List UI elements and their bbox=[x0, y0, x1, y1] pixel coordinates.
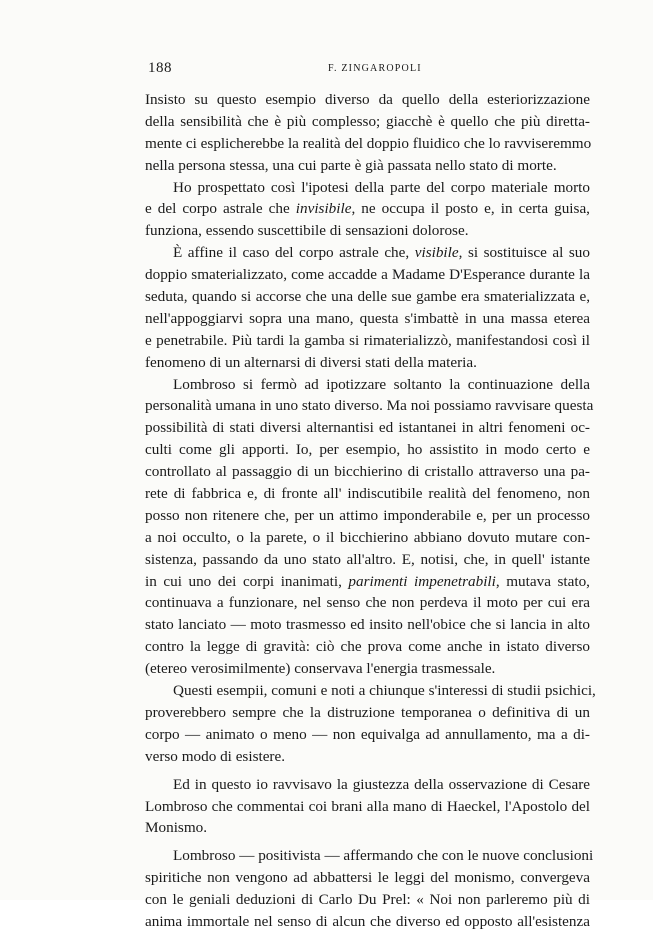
text-line: fenomeno di un alternarsi di diversi stati della materia. bbox=[145, 353, 477, 371]
text-line: doppio smaterializzato, come accadde a Madame D'Esperance durante la bbox=[145, 266, 590, 284]
text-line: sistenza, passando da uno stato all'altro. E, notisi, che, in quell' istante bbox=[145, 550, 590, 568]
text-line: culti come gli apporti. Io, per esempio, ho assistito in modo certo e bbox=[145, 441, 590, 459]
text-line: Ed in questo io ravvisavo la giustezza della osservazione di Cesare bbox=[173, 775, 590, 793]
text-line: proverebbero sempre che la distruzione temporanea o definitiva di un bbox=[145, 703, 590, 721]
text-line: seduta, quando si accorse che una delle sue gambe era smaterializzata e, bbox=[145, 288, 590, 306]
text-line: Lombroso si fermò ad ipotizzare soltanto la continuazione della bbox=[173, 375, 590, 393]
text-line: Monismo. bbox=[145, 819, 208, 837]
text-line: nella persona stessa, una cui parte è già passata nello stato di morte. bbox=[145, 156, 557, 174]
text-line: spiritiche non vengono ad abbattersi le leggi del monismo, convergeva bbox=[145, 869, 590, 887]
text-line: funziona, essendo suscettibile di sensazioni dolorose. bbox=[145, 222, 469, 240]
text-line: e penetrabile. Più tardi la gamba si rimaterializzò, manifestandosi così il bbox=[145, 331, 590, 349]
text-line bbox=[145, 242, 590, 264]
italic-term: invisibile bbox=[295, 200, 352, 218]
text-line bbox=[145, 198, 590, 220]
text-fragment: in cui uno dei corpi inanimati, bbox=[145, 572, 349, 590]
text-line: anima immortale nel senso di alcun che diverso ed opposto all'esistenza bbox=[145, 912, 590, 930]
text-line: corpo — animato o meno — non equivalga ad annullamento, ma a di- bbox=[145, 725, 590, 743]
running-head: F. ZINGAROPOLI bbox=[328, 63, 422, 74]
text-line: Insisto su questo esempio diverso da quello della esteriorizzazione bbox=[145, 91, 590, 108]
text-line: contro la legge di gravità: ciò che prova come anche in istato diverso bbox=[145, 638, 590, 656]
page-number: 188 bbox=[148, 60, 172, 76]
text-line: (etereo verosimilmente) conservava l'energia trasmessale. bbox=[145, 660, 496, 678]
text-line: Lombroso — positivista — affermando che con le nuove conclusioni bbox=[173, 847, 594, 865]
italic-term: visibile bbox=[414, 244, 459, 262]
text-line: Lombroso che commentai coi brani alla mano di Haeckel, l'Apostolo del bbox=[145, 797, 590, 815]
text-line: continuava a funzionare, nel senso che non perdeva il moto per cui era bbox=[145, 594, 590, 612]
text-line: mente ci esplicherebbe la realità del doppio fluidico che lo ravviseremmo bbox=[145, 134, 592, 152]
text-fragment: , mutava stato, bbox=[495, 572, 590, 590]
text-line: nell'appoggiarvi sopra una mano, questa s'imbattè in una massa eterea bbox=[145, 309, 590, 327]
text-fragment: , si sostituisce al suo bbox=[458, 244, 590, 262]
italic-term: parimenti impenetrabili bbox=[348, 572, 496, 590]
text-fragment: e del corpo astrale che bbox=[145, 200, 296, 218]
text-line: Ho prospettato così l'ipotesi della parte del corpo materiale morto bbox=[173, 178, 590, 196]
text-line: della sensibilità che è più complesso; giacchè è quello che più diretta- bbox=[145, 112, 590, 130]
text-line: Questi esempii, comuni e noti a chiunque s'interessi di studii psichici, bbox=[173, 682, 596, 700]
text-line: personalità umana in uno stato diverso. Ma noi possiamo ravvisare questa bbox=[145, 397, 594, 415]
text-line bbox=[145, 571, 590, 593]
text-line: posso non ritenere che, per un attimo imponderabile e, per un processo bbox=[145, 506, 590, 524]
text-line: verso modo di esistere. bbox=[145, 747, 286, 765]
text-fragment: , ne occupa il posto e, in certa guisa, bbox=[351, 200, 590, 218]
text-line: rete di fabbrica e, di fronte all' indiscutibile realità del fenomeno, non bbox=[145, 485, 590, 503]
page-header bbox=[148, 60, 588, 80]
text-line: possibilità di stati diversi alternantisi ed istantanei in altri fenomeni oc- bbox=[145, 419, 590, 437]
body-text bbox=[145, 89, 596, 933]
text-line: stato lanciato — moto trasmesso ed insito nell'obice che si lancia in alto bbox=[145, 616, 590, 634]
text-fragment: È affine il caso del corpo astrale che, bbox=[173, 244, 415, 262]
text-line: con le geniali deduzioni di Carlo Du Prel: « Noi non parleremo più di bbox=[145, 891, 590, 909]
text-line: a noi occulto, o la parete, o il bicchierino abbiano dovuto mutare con- bbox=[145, 528, 590, 546]
text-line: controllato al passaggio di un bicchierino di cristallo attraverso una pa- bbox=[145, 463, 590, 481]
